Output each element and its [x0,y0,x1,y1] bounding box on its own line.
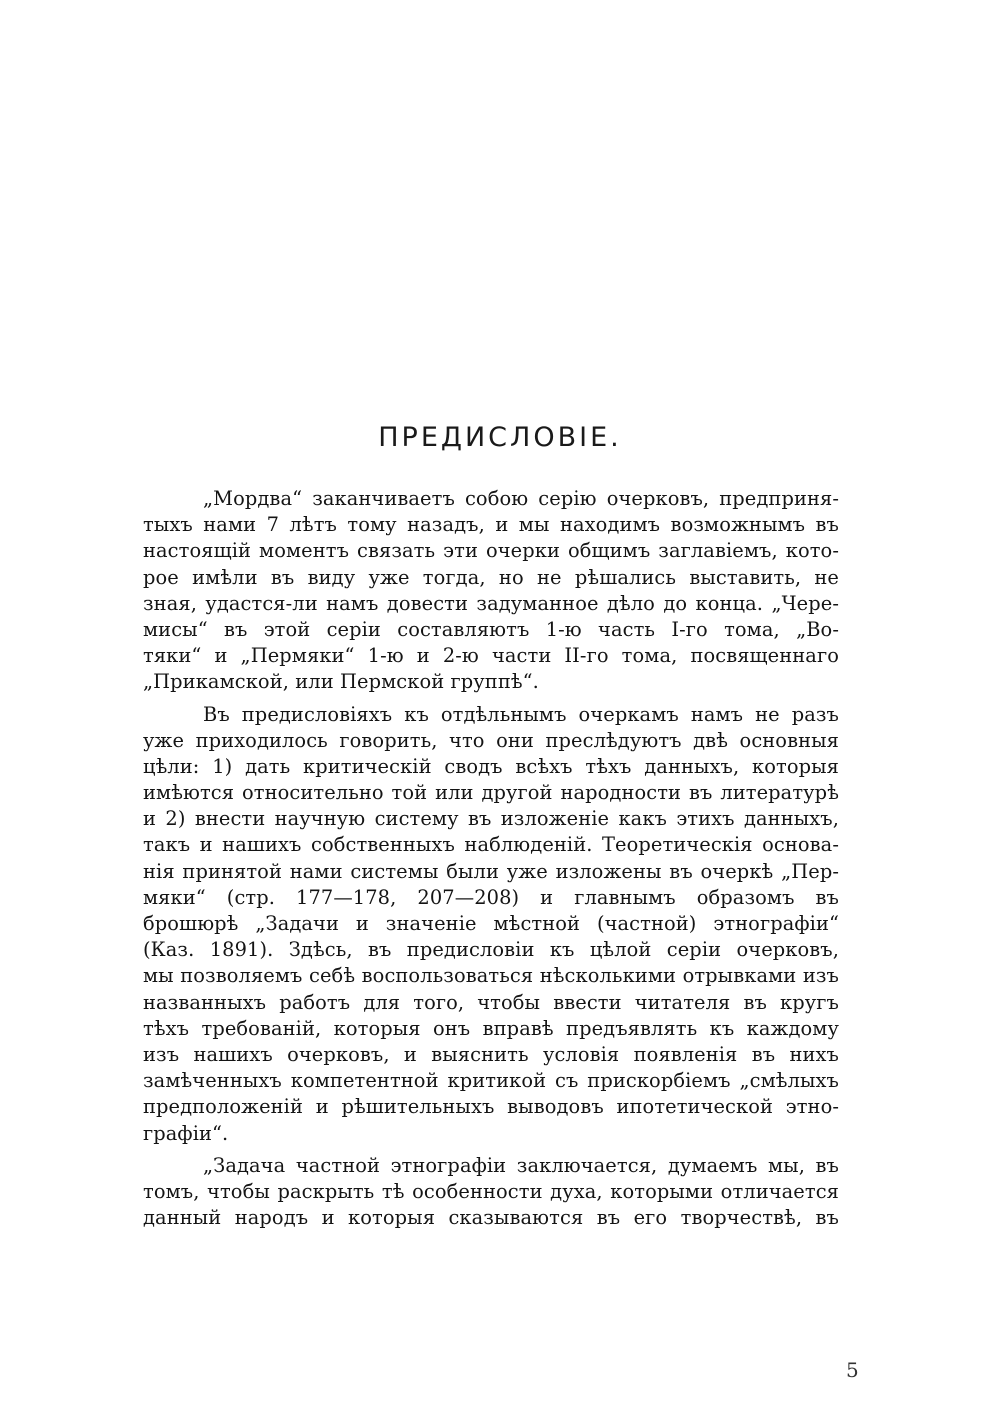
text-line: мы позволяемъ себѣ воспользоваться нѣсколькими отрывками изъ [143,964,839,988]
text-line: замѣченныхъ компетентной критикой съ прискорбіемъ „смѣлыхъ [143,1069,839,1093]
text-line: графіи“. [143,1121,229,1145]
text-line: изъ нашихъ очерковъ, и выяснить условія появленія въ нихъ [143,1042,839,1066]
text-line: настоящій моментъ связать эти очерки общимъ заглавіемъ, кото- [143,539,839,563]
text-line: (Каз. 1891). Здѣсь, въ предисловіи къ цѣлой серіи очерковъ, [143,938,839,962]
text-line: тяки“ и „Пермяки“ 1-ю и 2-ю части II-го тома, посвященнаго [143,644,839,668]
text-line: мисы“ въ этой серіи составляютъ 1-ю часть I-го тома, „Во- [143,617,839,641]
text-line: брошюрѣ „Задачи и значеніе мѣстной (частной) этнографіи“ [143,912,839,935]
text-line: рое имѣли въ виду уже тогда, но не рѣшались выставить, не [143,565,839,589]
text-line: „Прикамской, или Пермской группѣ“. [143,670,539,694]
text-line: мяки“ (стр. 177—178, 207—208) и главнымъ образомъ въ [143,885,839,909]
body-text [143,486,839,1231]
text-line: предположеній и рѣшительныхъ выводовъ ипотетической этно- [143,1095,839,1119]
text-line: нія принятой нами системы были уже изложены въ очеркѣ „Пер- [143,859,839,883]
text-line: названныхъ работъ для того, чтобы ввести читателя въ кругъ [143,990,839,1014]
text-line: тѣхъ требованій, которыя онъ вправѣ предъявлять къ каждому [143,1016,839,1040]
text-line: Въ предисловіяхъ къ отдѣльнымъ очеркамъ намъ не разъ [203,702,839,726]
text-line: „Мордва“ заканчиваетъ собою серію очерковъ, предприня- [203,487,839,510]
text-line: такъ и нашихъ собственныхъ наблюденій. Теоретическія основа- [143,833,839,857]
text-line: цѣли: 1) дать критическій сводъ всѣхъ тѣхъ данныхъ, которыя [143,754,839,778]
page-title: ПРЕДИСЛОВІЕ. [378,422,622,453]
text-line: и 2) внести научную систему въ изложеніе какъ этихъ данныхъ, [143,807,839,831]
text-line: „Задача частной этнографіи заключается, думаемъ мы, въ [203,1153,839,1177]
text-line: тыхъ нами 7 лѣтъ тому назадъ, и мы находимъ возможнымъ въ [143,513,839,537]
text-line: имѣются относительно той или другой народности въ литературѣ [143,781,839,805]
text-line: уже приходилось говорить, что они преслѣдуютъ двѣ основныя [143,728,839,752]
text-line: томъ, чтобы раскрыть тѣ особенности духа, которыми отличается [143,1179,839,1203]
text-line: зная, удастся-ли намъ довести задуманное дѣло до конца. „Чере- [143,591,839,615]
page-number: 5 [846,1358,859,1382]
text-line: данный народъ и которыя сказываются въ его творчествѣ, въ [143,1206,839,1230]
